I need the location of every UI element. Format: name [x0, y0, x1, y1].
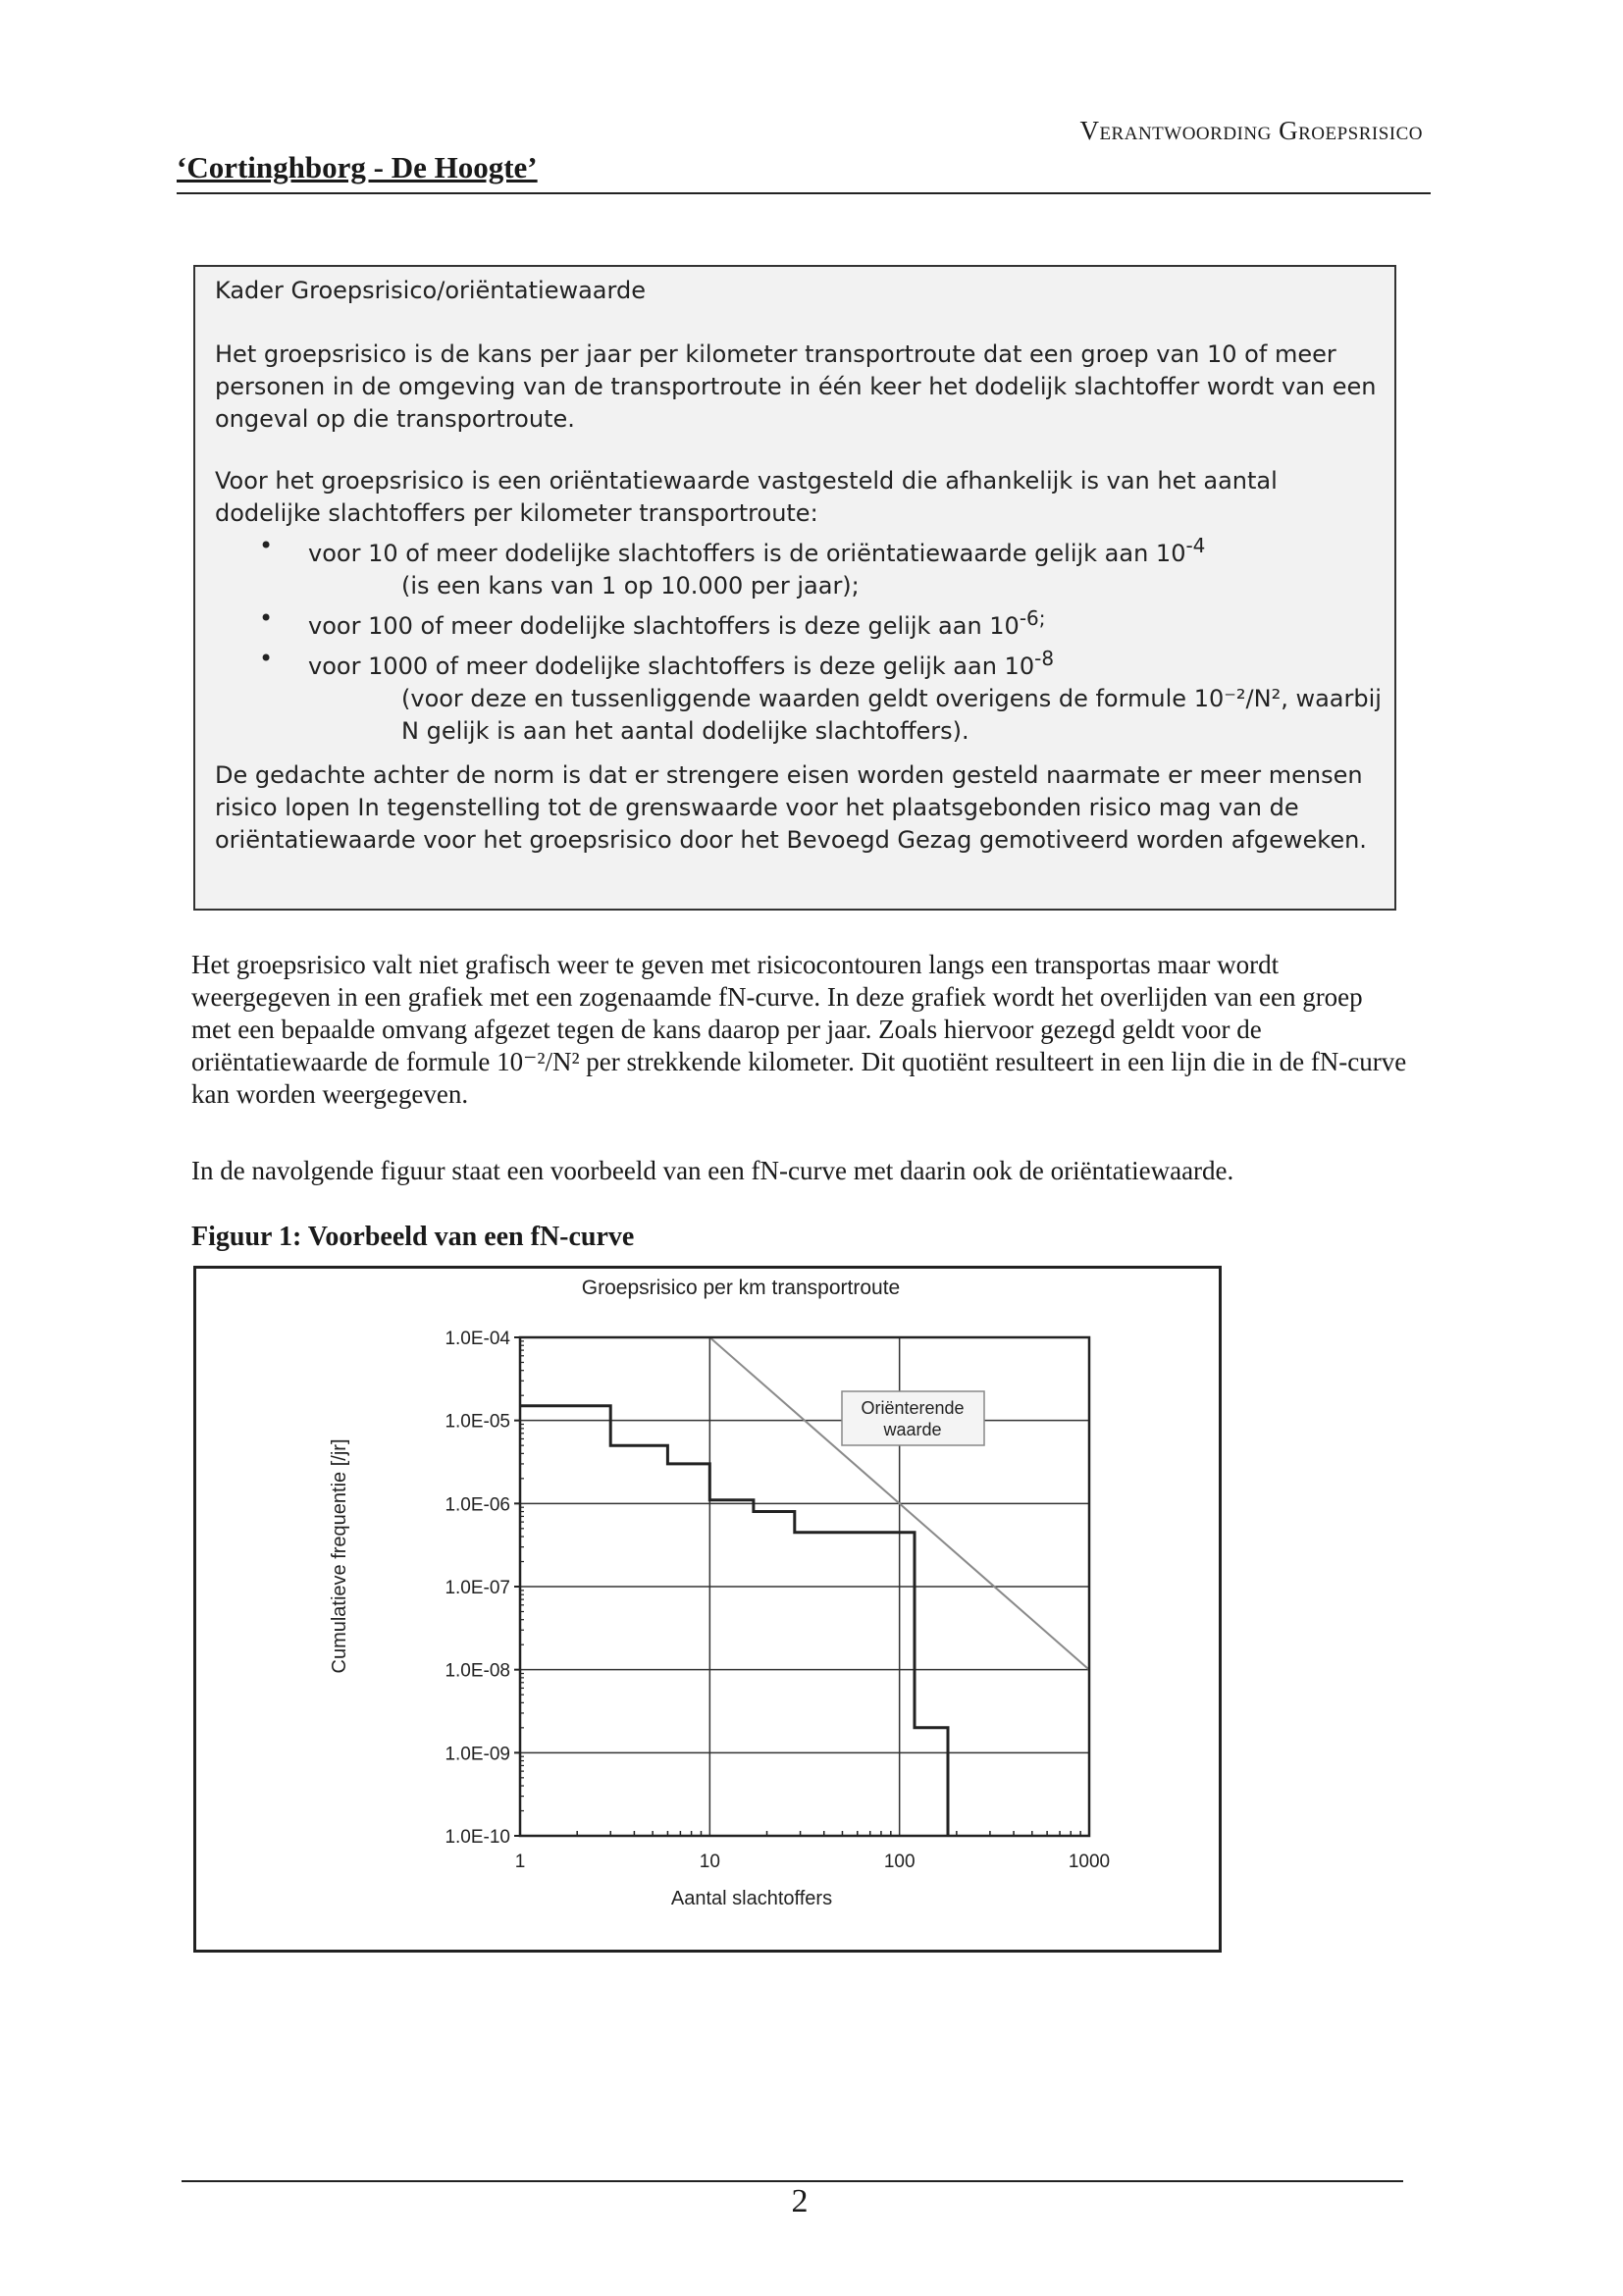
- fn-curve-chart: [196, 1269, 1219, 1950]
- bullet-exponent: -6;: [1019, 606, 1046, 630]
- fn-step-curve: [520, 1406, 948, 1836]
- annotation-text-line-1: Oriënterende: [861, 1398, 965, 1418]
- bullet-text: voor 10 of meer dodelijke slachtoffers is de oriëntatiewaarde gelijk aan 10: [308, 540, 1186, 567]
- bullet-item: [215, 602, 1383, 643]
- footer-divider: [182, 2180, 1403, 2182]
- x-tick-label: 10: [699, 1852, 720, 1872]
- chart-grid: [520, 1337, 1089, 1836]
- body-paragraph-1: Het groepsrisico valt niet grafisch weer te geven met risicocontouren langs een transportas maar wordt weergegeven in een grafiek met een zogenaamde fN-curve. In deze grafiek wordt het overlijden van een groep met een bepaalde omvang afgezet tegen de kans daarop per jaar. Zoals hiervoor gezegd geldt voor de oriëntatiewaarde de formule 10⁻²/N² per strekkende kilometer. Dit quotiënt resulteert in een lijn die in de fN-curve kan worden weergegeven.: [191, 950, 1407, 1109]
- y-tick-label: 1.0E-04: [445, 1329, 510, 1349]
- y-tick-label: 1.0E-10: [445, 1827, 510, 1848]
- figure-caption: Figuur 1: Voorbeeld van een fN-curve: [191, 1222, 635, 1252]
- header-divider: [177, 192, 1431, 194]
- x-axis-label: Aantal slachtoffers: [670, 1888, 833, 1909]
- y-tick-label: 1.0E-06: [445, 1494, 510, 1516]
- bullet-text: voor 100 of meer dodelijke slachtoffers is deze gelijk aan 10: [308, 612, 1020, 640]
- orientation-value-label: [842, 1391, 984, 1445]
- y-tick-label: 1.0E-05: [445, 1411, 510, 1433]
- y-tick-label: 1.0E-08: [445, 1660, 510, 1682]
- bullet-dot: •: [259, 645, 274, 672]
- bullet-item: [215, 530, 1383, 602]
- info-box-paragraph-1: Het groepsrisico is de kans per jaar per kilometer transportroute dat een groep van 10 of meer personen in de omgeving van de transportroute in één keer het dodelijk slachtoffer wordt van een ongeval op die transportroute.: [215, 340, 1377, 433]
- x-tick-label: 100: [883, 1852, 916, 1872]
- bullet-dot: •: [259, 532, 274, 559]
- project-title: ‘Cortinghborg - De Hoogte’: [177, 150, 538, 184]
- fn-curve-figure: [193, 1266, 1222, 1953]
- info-box-paragraph-2: Voor het groepsrisico is een oriëntatiewaarde vastgesteld die afhankelijk is van het aantal dodelijke slachtoffers per kilometer transportroute:: [215, 467, 1278, 527]
- y-axis-label: Cumulatieve frequentie [/jr]: [329, 1438, 350, 1674]
- bullet-text: voor 1000 of meer dodelijke slachtoffers is deze gelijk aan 10: [308, 652, 1035, 680]
- bullet-subtext: (voor deze en tussenliggende waarden geldt overigens de formule 10⁻²/N², waarbij N gelijk is aan het aantal dodelijke slachtoffers).: [401, 685, 1382, 745]
- page-number: 2: [791, 2183, 809, 2219]
- bullet-item: [215, 643, 1383, 748]
- info-box-title: Kader Groepsrisico/oriëntatiewaarde: [215, 277, 646, 304]
- chart-title: Groepsrisico per km transportroute: [581, 1277, 901, 1299]
- info-box-paragraph-3: De gedachte achter de norm is dat er strengere eisen worden gesteld naarmate er meer mensen risico lopen In tegenstelling tot de grenswaarde voor het plaatsgebonden risico mag van de oriëntatiewaarde voor het groepsrisico door het Bevoegd Gezag gemotiveerd worden afgeweken.: [215, 761, 1367, 854]
- y-tick-label: 1.0E-07: [445, 1578, 510, 1598]
- x-tick-label: 1: [514, 1852, 526, 1872]
- info-box-groepsrisico: [193, 265, 1396, 911]
- x-tick-label: 1000: [1068, 1852, 1111, 1872]
- running-header-title: Verantwoording Groepsrisico: [1079, 116, 1423, 145]
- annotation-text-line-2: waarde: [883, 1420, 942, 1439]
- bullet-exponent: -8: [1034, 647, 1055, 670]
- y-tick-label: 1.0E-09: [445, 1744, 510, 1765]
- bullet-subtext: (is een kans van 1 op 10.000 per jaar);: [401, 572, 860, 600]
- body-paragraph-2: In de navolgende figuur staat een voorbeeld van een fN-curve met daarin ook de oriëntatiewaarde.: [191, 1156, 1234, 1185]
- info-box-bullet-list: [215, 530, 1383, 748]
- bullet-dot: •: [259, 604, 274, 632]
- bullet-exponent: -4: [1185, 534, 1206, 557]
